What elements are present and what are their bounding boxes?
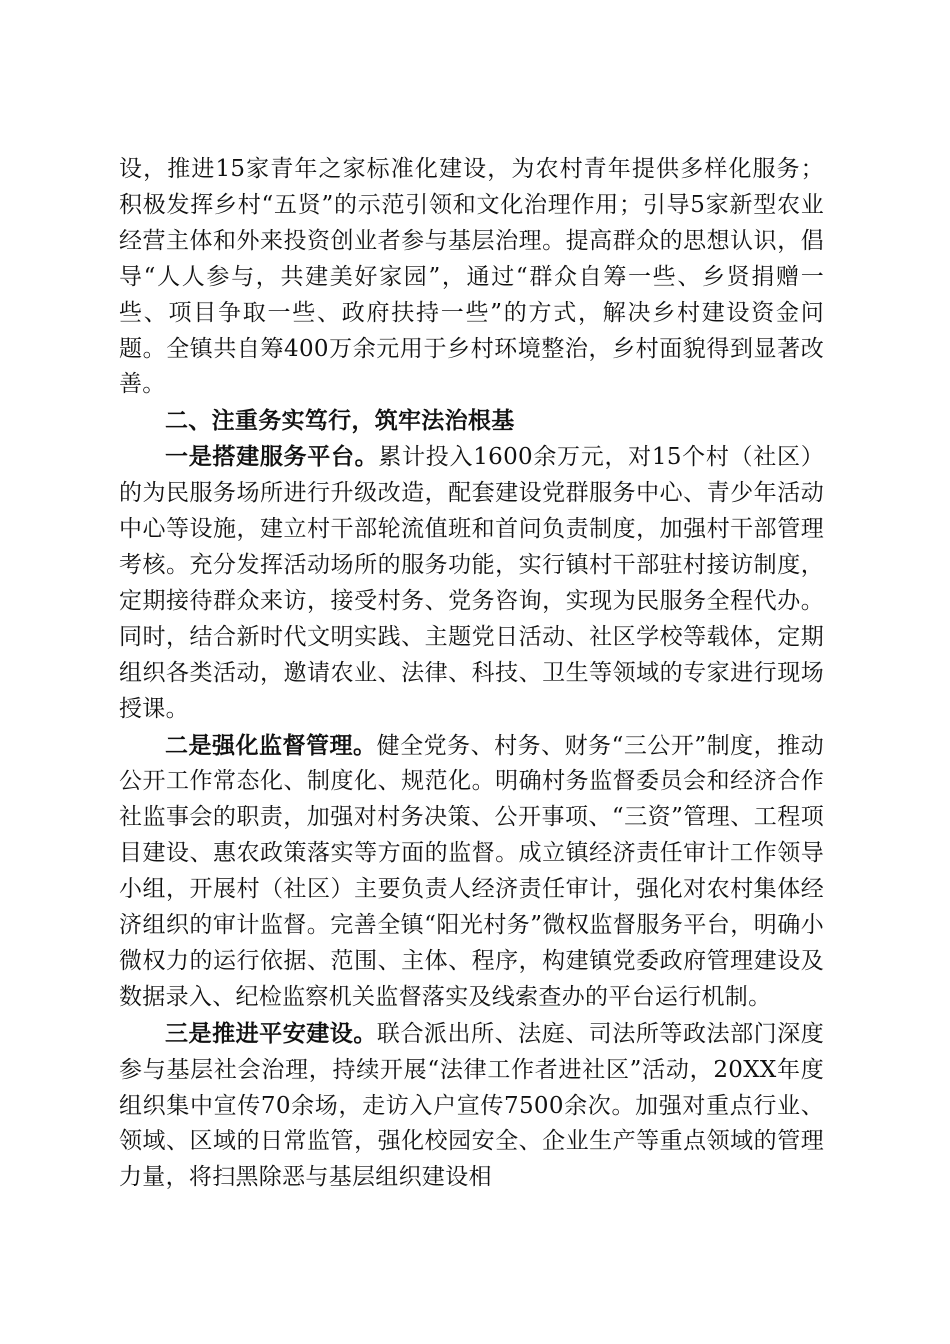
item-1-body: 累计投入1600余万元，对15个村（社区）的为民服务场所进行升级改造，配套建设党群服务中心、青少年活动中心等设施，建立村干部轮流值班和首问负责制度，加强村干部管理考核。充分发挥活动场所的服务功能，实行镇村干部驻村接访制度，定期接待群众来访，接受村务、党务咨询，实现为民服务全程代办。同时，结合新时代文明实践、主题党日活动、社区学校等载体，定期组织各类活动，邀请农业、法律、科技、卫生等领域的专家进行现场授课。 [119,444,824,722]
item-3-lead: 三是推进平安建设。 [165,1019,377,1047]
paragraph-item-1 [119,439,824,727]
item-3-body: 联合派出所、法庭、司法所等政法部门深度参与基层社会治理，持续开展“法律工作者进社区”活动，20XX年度组织集中宣传70余场，走访入户宣传7500余次。加强对重点行业、领域、区域的日常监管，强化校园安全、企业生产等重点领域的管理力量，将扫黑除恶与基层组织建设相 [119,1020,825,1191]
section-heading: 二、注重务实笃行，筑牢法治根基 [165,407,515,435]
paragraph-item-2 [119,728,824,1016]
paragraph-intro: 设，推进15家青年之家标准化建设，为农村青年提供多样化服务；积极发挥乡村“五贤”的示范引领和文化治理作用；引导5家新型农业经营主体和外来投资创业者参与基层治理。提高群众的思想认识，倡导“人人参与，共建美好家园”，通过“群众自筹一些、乡贤捐赠一些、项目争取一些、政府扶持一些”的方式，解决乡村建设资金问题。全镇共自筹400万余元用于乡村环境整治，乡村面貌得到显著改善。 [119,156,824,398]
item-2-lead: 二是强化监督管理。 [165,731,377,759]
document-body [119,152,824,1196]
item-2-body: 健全党务、村务、财务“三公开”制度，推动公开工作常态化、制度化、规范化。明确村务监督委员会和经济合作社监事会的职责，加强对村务决策、公开事项、“三资”管理、工程项目建设、惠农政策落实等方面的监督。成立镇经济责任审计工作领导小组，开展村（社区）主要负责人经济责任审计，强化对农村集体经济组织的审计监督。完善全镇“阳光村务”微权监督服务平台，明确小微权力的运行依据、范围、主体、程序，构建镇党委政府管理建设及数据录入、纪检监察机关监督落实及线索查办的平台运行机制。 [119,732,824,1010]
paragraph-item-3 [119,1016,824,1197]
item-1-lead: 一是搭建服务平台。 [165,443,379,471]
